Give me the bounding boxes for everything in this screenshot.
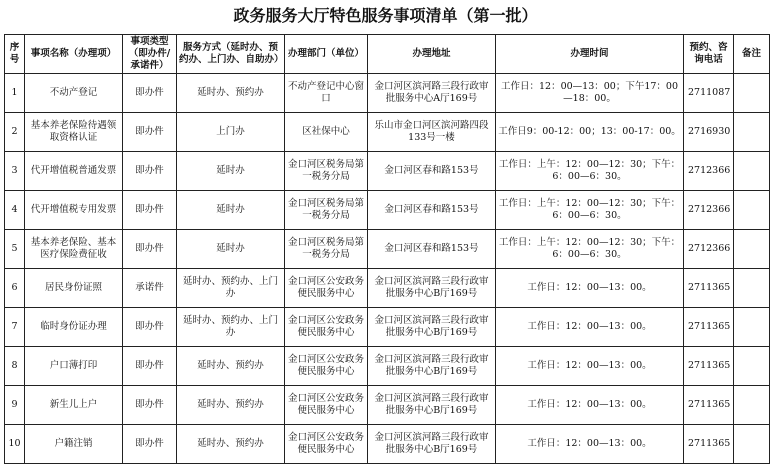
item-name: 户口薄打印	[25, 347, 123, 386]
row-index: 7	[5, 308, 25, 347]
remarks	[734, 386, 770, 425]
item-type: 即办件	[123, 230, 177, 269]
table-row	[5, 425, 770, 464]
hours: 工作日：12：00—13：00。	[496, 425, 684, 464]
table-row	[5, 230, 770, 269]
hours: 工作日：12：00—13：00。	[496, 269, 684, 308]
remarks	[734, 347, 770, 386]
address: 金口河区滨河路三段行政审批服务中心B厅169号	[368, 425, 496, 464]
row-index: 10	[5, 425, 25, 464]
header-hours: 办理时间	[496, 35, 684, 74]
header-service-mode: 服务方式（延时办、预约办、上门办、自助办）	[177, 35, 285, 74]
header-phone: 预约、咨询电话	[684, 35, 734, 74]
service-mode: 延时办	[177, 230, 285, 269]
department: 金口河区公安政务便民服务中心	[285, 425, 368, 464]
hours: 工作日：12：00—13：00。	[496, 347, 684, 386]
item-type: 即办件	[123, 74, 177, 113]
remarks	[734, 113, 770, 152]
address: 乐山市金口河区滨河路四段133号一楼	[368, 113, 496, 152]
department: 金口河区税务局第一税务分局	[285, 191, 368, 230]
header-index: 序号	[5, 35, 25, 74]
table-row	[5, 308, 770, 347]
table-row	[5, 347, 770, 386]
table-row	[5, 113, 770, 152]
row-index: 2	[5, 113, 25, 152]
table-row	[5, 386, 770, 425]
hours: 工作日：12：00—13：00。	[496, 386, 684, 425]
row-index: 6	[5, 269, 25, 308]
header-remarks: 备注	[734, 35, 770, 74]
service-mode: 延时办	[177, 152, 285, 191]
item-type: 即办件	[123, 191, 177, 230]
item-type: 即办件	[123, 386, 177, 425]
phone: 2711365	[684, 425, 734, 464]
department: 金口河区公安政务便民服务中心	[285, 269, 368, 308]
remarks	[734, 425, 770, 464]
phone: 2716930	[684, 113, 734, 152]
service-mode: 上门办	[177, 113, 285, 152]
item-name: 户籍注销	[25, 425, 123, 464]
table-header-row	[5, 35, 770, 74]
service-mode: 延时办、预约办	[177, 386, 285, 425]
row-index: 5	[5, 230, 25, 269]
hours: 工作日：上午：12：00—12：30；下午：6：00—6：30。	[496, 191, 684, 230]
service-mode: 延时办、预约办	[177, 425, 285, 464]
service-mode: 延时办	[177, 191, 285, 230]
item-type: 即办件	[123, 308, 177, 347]
row-index: 8	[5, 347, 25, 386]
address: 金口河区滨河路三段行政审批服务中心B厅169号	[368, 347, 496, 386]
item-name: 代开增值税专用发票	[25, 191, 123, 230]
address: 金口河区春和路153号	[368, 191, 496, 230]
hours: 工作日：12：00—13：00。	[496, 308, 684, 347]
department: 金口河区税务局第一税务分局	[285, 230, 368, 269]
remarks	[734, 230, 770, 269]
department: 区社保中心	[285, 113, 368, 152]
table-row	[5, 191, 770, 230]
department: 金口河区公安政务便民服务中心	[285, 347, 368, 386]
address: 金口河区滨河路三段行政审批服务中心B厅169号	[368, 269, 496, 308]
phone: 2711365	[684, 347, 734, 386]
item-type: 即办件	[123, 152, 177, 191]
department: 金口河区公安政务便民服务中心	[285, 308, 368, 347]
table-row	[5, 269, 770, 308]
table-row	[5, 152, 770, 191]
remarks	[734, 74, 770, 113]
item-name: 临时身份证办理	[25, 308, 123, 347]
item-name: 基本养老保险待遇领取资格认证	[25, 113, 123, 152]
phone: 2711087	[684, 74, 734, 113]
department: 不动产登记中心窗口	[285, 74, 368, 113]
remarks	[734, 269, 770, 308]
remarks	[734, 191, 770, 230]
hours: 工作日：上午：12：00—12：30；下午：6：00—6：30。	[496, 152, 684, 191]
item-name: 代开增值税普通发票	[25, 152, 123, 191]
remarks	[734, 152, 770, 191]
item-name: 居民身份证照	[25, 269, 123, 308]
page-title: 政务服务大厅特色服务事项清单（第一批）	[233, 6, 538, 25]
address: 金口河区春和路153号	[368, 152, 496, 191]
header-item-type: 事项类型（即办件/承诺件）	[123, 35, 177, 74]
address: 金口河区滨河路三段行政审批服务中心B厅169号	[368, 386, 496, 425]
item-name: 基本养老保险、基本医疗保险费征收	[25, 230, 123, 269]
header-department: 办理部门（单位）	[285, 35, 368, 74]
department: 金口河区税务局第一税务分局	[285, 152, 368, 191]
item-type: 即办件	[123, 113, 177, 152]
service-mode: 延时办、预约办	[177, 347, 285, 386]
hours: 工作日：上午：12：00—12：30；下午：6：00—6：30。	[496, 230, 684, 269]
row-index: 9	[5, 386, 25, 425]
header-address: 办理地址	[368, 35, 496, 74]
phone: 2712366	[684, 152, 734, 191]
item-type: 即办件	[123, 347, 177, 386]
row-index: 3	[5, 152, 25, 191]
remarks	[734, 308, 770, 347]
service-mode: 延时办、预约办、上门办	[177, 269, 285, 308]
phone: 2712366	[684, 191, 734, 230]
phone: 2711365	[684, 386, 734, 425]
phone: 2712366	[684, 230, 734, 269]
phone: 2711365	[684, 269, 734, 308]
item-name: 不动产登记	[25, 74, 123, 113]
address: 金口河区春和路153号	[368, 230, 496, 269]
address: 金口河区滨河路三段行政审批服务中心A厅169号	[368, 74, 496, 113]
row-index: 4	[5, 191, 25, 230]
item-name: 新生儿上户	[25, 386, 123, 425]
service-mode: 延时办、预约办	[177, 74, 285, 113]
header-item-name: 事项名称（办理项）	[25, 35, 123, 74]
department: 金口河区公安政务便民服务中心	[285, 386, 368, 425]
service-table	[4, 34, 770, 464]
table-row	[5, 74, 770, 113]
hours: 工作日9：00-12：00；13：00-17：00。	[496, 113, 684, 152]
hours: 工作日：12：00—13：00；下午17：00—18：00。	[496, 74, 684, 113]
phone: 2711365	[684, 308, 734, 347]
item-type: 承诺件	[123, 269, 177, 308]
service-mode: 延时办、预约办、上门办	[177, 308, 285, 347]
item-type: 即办件	[123, 425, 177, 464]
address: 金口河区滨河路三段行政审批服务中心B厅169号	[368, 308, 496, 347]
row-index: 1	[5, 74, 25, 113]
